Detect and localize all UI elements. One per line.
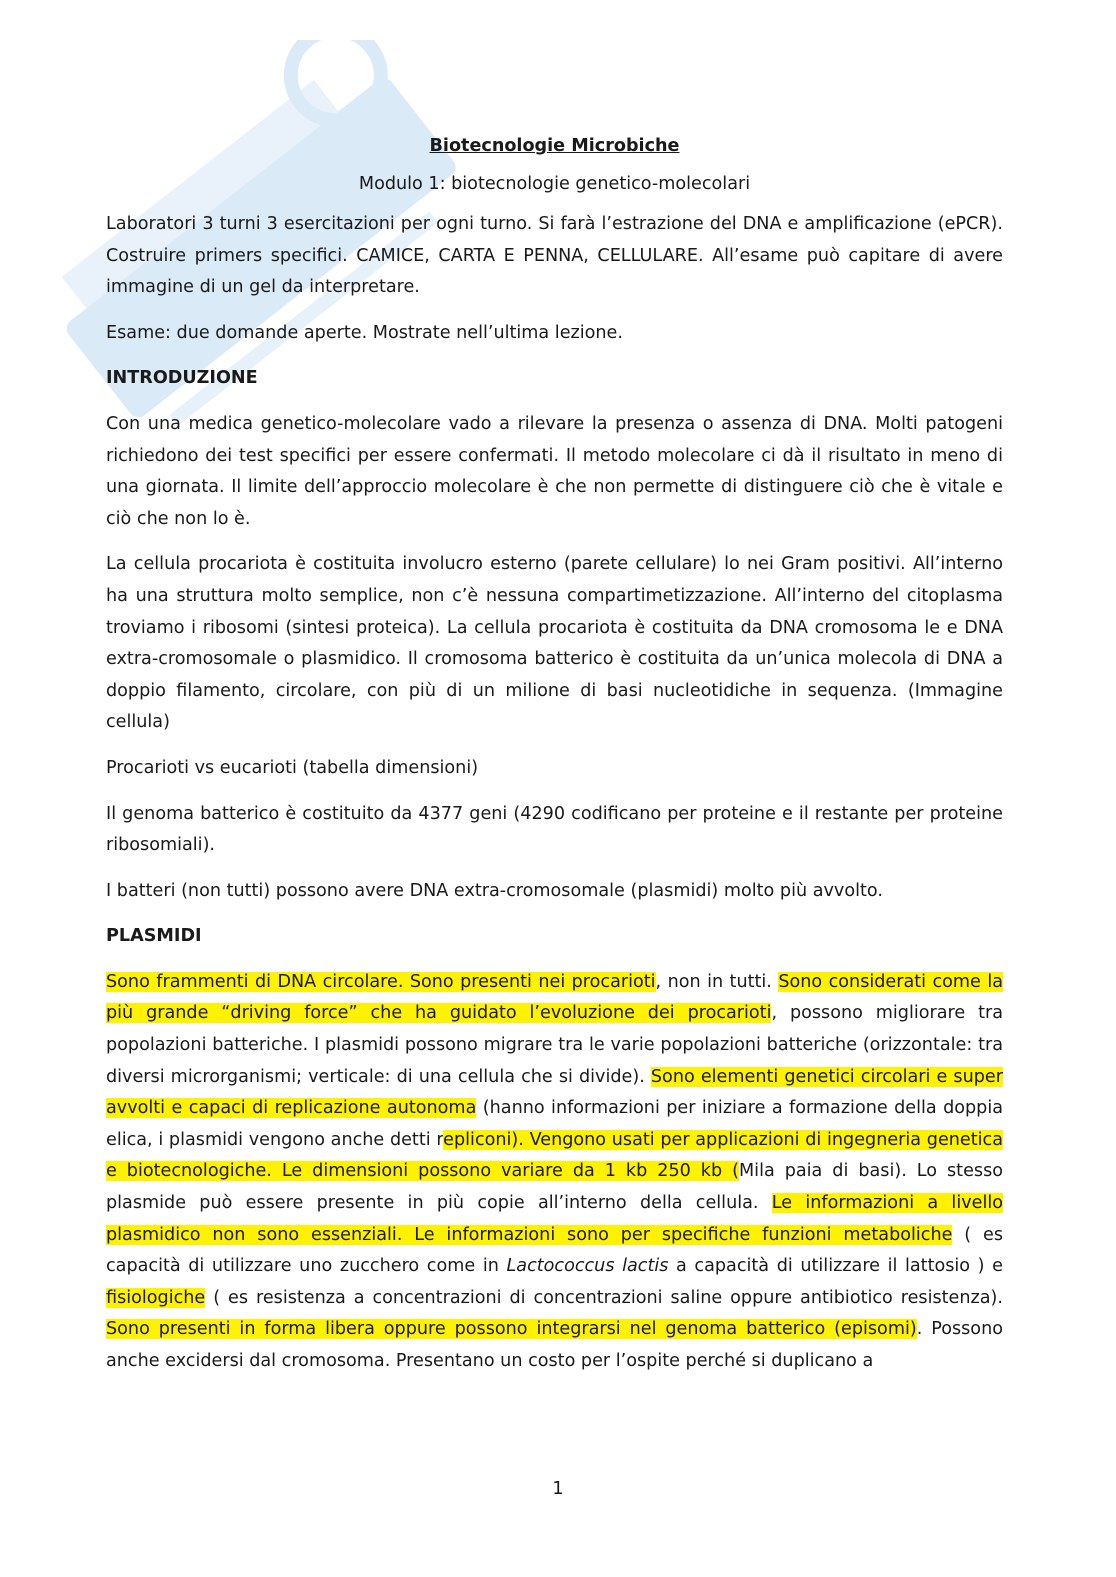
text-segment: ( es capacità di utilizzare uno zucchero come in [106, 1224, 1003, 1277]
text-segment: a capacità di utilizzare il lattosio ) e [668, 1256, 1003, 1277]
plasmidi-paragraph [106, 967, 1003, 1378]
paragraph: La cellula procariota è costituita involucro esterno (parete cellulare) lo nei Gram positivi. All’interno ha una struttura molto semplice, non c’è nessuna compartimetizzazione. All’interno del citoplasma troviamo i ribosomi (sintesi proteica). La cellula procariota è costituita da DNA cromosoma le e DNA extra-cromosomale o plasmidico. Il cromosoma batterico è costituita da un’unica molecola di DNA a doppio filamento, circolare, con più di un milione di basi nucleotidiche in sequenza. (Immagine cellula) [106, 554, 1003, 733]
text-segment: Mila paia di basi). Lo stesso plasmide può essere presente in più copie all’interno della cellula. [106, 1161, 1003, 1214]
paragraph: Laboratori 3 turni 3 esercitazioni per ogni turno. Si farà l’estrazione del DNA e amplificazione (ePCR). Costruire primers specifici. CAMICE, CARTA E PENNA, CELLULARE. All’esame può capitare di avere immagine di un gel da interpretare. [106, 214, 1003, 298]
paragraph: Con una medica genetico-molecolare vado a rilevare la presenza o assenza di DNA. Molti patogeni richiedono dei test specifici per essere confermati. Il metodo molecolare ci dà il risultato in meno di una giornata. Il limite dell’approccio molecolare è che non permette di distinguere ciò che è vitale e ciò che non lo è. [106, 413, 1003, 529]
text-segment: . Possono anche excidersi dal cromosoma. Presentano un costo per l’ospite perché si duplicano a [106, 1319, 1003, 1371]
text-segment: , possono migliorare tra popolazioni batteriche. I plasmidi possono migrare tra le varie popolazioni batteriche (orizzontale: tra diversi microrganismi; verticale: di una cellula che si divide). [106, 1003, 1003, 1087]
text-segment: ( es resistenza a concentrazioni di concentrazioni saline oppure antibiotico resistenza). [205, 1287, 1003, 1308]
highlighted-text: fisiologiche [106, 1287, 206, 1308]
paragraph: Procarioti vs eucarioti (tabella dimensioni) [106, 757, 479, 778]
document-title: Biotecnologie Microbiche [429, 136, 680, 156]
highlighted-text: Sono elementi genetici circolari e super avvolti e capaci di replicazione autonoma [106, 1066, 1003, 1119]
highlighted-text: epliconi). Vengono usati per applicazioni di ingegneria genetica e biotecnologiche. Le dimensioni possono variare da 1 kb 250 kb ( [106, 1129, 1003, 1182]
paragraph: Esame: due domande aperte. Mostrate nell’ultima lezione. [106, 322, 623, 343]
section-heading-plasmidi: PLASMIDI [106, 926, 202, 947]
highlighted-text: Sono considerati come la più grande “driving force” che ha guidato l’evoluzione dei procarioti [106, 971, 1003, 1024]
highlighted-text: Le informazioni a livello plasmidico non sono essenziali. Le informazioni sono per specifiche funzioni metaboliche [106, 1193, 1003, 1245]
highlighted-text: Sono frammenti di DNA circolare. Sono presenti nei procarioti [106, 971, 656, 992]
page-number: 1 [552, 1479, 564, 1499]
text-segment: , non in tutti. [655, 971, 779, 992]
section-heading-introduzione: INTRODUZIONE [106, 368, 258, 389]
paragraph: Il genoma batterico è costituito da 4377 geni (4290 codificano per proteine e il restante per proteine ribosomiali). [106, 803, 1003, 856]
document-body [106, 128, 1003, 1392]
highlighted-text: Sono presenti in forma libera oppure possono integrarsi nel genoma batterico (episomi) [106, 1319, 917, 1340]
text-segment: (hanno informazioni per iniziare a formazione della doppia elica, i plasmidi vengono anche detti r [106, 1098, 1004, 1150]
text-segment: Lactococcus lactis [506, 1256, 669, 1277]
paragraph: I batteri (non tutti) possono avere DNA extra-cromosomale (plasmidi) molto più avvolto. [106, 880, 883, 901]
document-subtitle: Modulo 1: biotecnologie genetico-molecolari [358, 174, 751, 194]
